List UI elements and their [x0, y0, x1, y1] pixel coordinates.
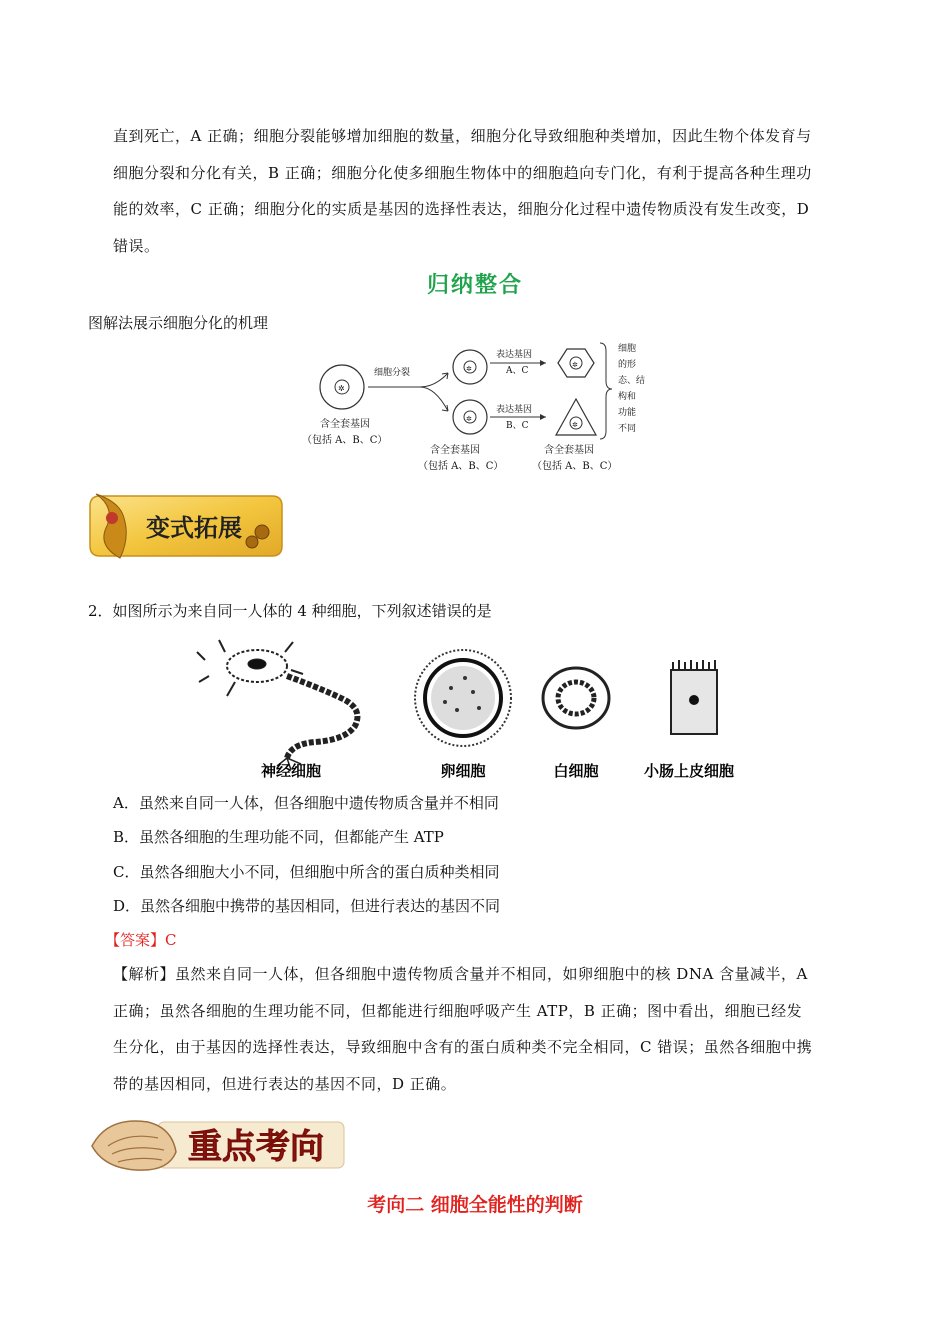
svg-text:不同: 不同 — [618, 424, 637, 434]
epithelial-cell-image — [671, 660, 717, 734]
cell-label-epithelial: 小肠上皮细胞 — [643, 762, 735, 780]
option-d: D．虽然各细胞中携带的基因相同，但进行表达的基因不同 — [113, 897, 501, 915]
division-label: 细胞分裂 — [374, 368, 411, 378]
cell-label-neuron: 神经细胞 — [260, 762, 322, 780]
variant-banner — [86, 488, 286, 564]
analysis-paragraph — [113, 956, 873, 1102]
intro-paragraph — [113, 118, 873, 264]
egg-cell-image — [415, 650, 511, 746]
svg-text:态、结: 态、结 — [618, 376, 646, 386]
cell-label-egg: 卵细胞 — [440, 762, 486, 780]
analysis-line: 正确；虽然各细胞的生理功能不同，但都能进行细胞呼吸产生 ATP，B 正确；图中看出，细胞已经发 — [113, 1001, 803, 1020]
differentiation-diagram — [300, 335, 660, 480]
full-gene-sub: （包括 A、B、C） — [418, 461, 504, 472]
answer-value: C — [165, 931, 177, 949]
analysis-line: 生分化，由于基因的选择性表达，导致细胞中含有的蛋白质种类不完全相同，C 错误；虽然各细胞中携 — [113, 1038, 813, 1056]
svg-text:的形: 的形 — [618, 360, 637, 370]
white-blood-cell-image — [543, 668, 609, 728]
intro-line: 错误。 — [113, 236, 160, 255]
full-gene-label: 含全套基因 — [320, 419, 370, 430]
analysis-line: 带的基因相同，但进行表达的基因不同，D 正确。 — [113, 1074, 457, 1093]
expr-bottom-label: 表达基因 — [496, 405, 533, 415]
answer-line — [105, 929, 177, 950]
cell-label-wbc: 白细胞 — [553, 762, 599, 780]
svg-text:构和: 构和 — [618, 392, 637, 402]
option-c: C．虽然各细胞大小不同，但细胞中所含的蛋白质种类相同 — [113, 863, 500, 881]
analysis-line: 虽然来自同一人体，但各细胞中遗传物质含量并不相同，如卵细胞中的核 DNA 含量减半，A — [175, 965, 808, 983]
diagram-caption: 图解法展示细胞分化的机理 — [88, 314, 269, 332]
section-heading: 考向二 细胞全能性的判断 — [367, 1194, 583, 1216]
intro-line: 直到死亡，A 正确；细胞分裂能够增加细胞的数量，细胞分化导致细胞种类增加，因此生物个体发育与 — [113, 127, 812, 145]
result-text: 细胞 — [618, 344, 637, 354]
svg-text:功能: 功能 — [618, 408, 637, 418]
conch-shell-icon — [92, 1121, 176, 1170]
decor-coin-icon — [255, 525, 269, 539]
question-stem: 2．如图所示为来自同一人体的 4 种细胞，下列叙述错误的是 — [88, 602, 492, 620]
svg-text:✲: ✲ — [572, 421, 578, 429]
neuron-image — [197, 640, 357, 770]
expr-bottom-genes: B、C — [506, 421, 529, 431]
full-gene-sub: （包括 A、B、C） — [532, 461, 618, 472]
expr-top-genes: A、C — [506, 366, 529, 376]
intro-line: 能的效率，C 正确；细胞分化的实质是基因的选择性表达，细胞分化过程中遗传物质没有发生改变，D — [113, 200, 810, 218]
cells-figure — [195, 630, 755, 785]
svg-text:✲: ✲ — [466, 415, 472, 423]
focus-banner — [88, 1112, 348, 1178]
focus-banner-text: 重点考向 — [188, 1127, 324, 1167]
full-gene-label: 含全套基因 — [544, 445, 594, 456]
summary-heading: 归纳整合 — [426, 273, 523, 298]
full-gene-sub: （包括 A、B、C） — [302, 435, 388, 446]
decor-knot-icon — [106, 512, 118, 524]
option-a: A．虽然来自同一人体，但各细胞中遗传物质含量并不相同 — [113, 794, 499, 812]
analysis-tag: 【解析】 — [113, 965, 176, 983]
answer-tag: 【答案】 — [105, 931, 166, 949]
svg-text:✲: ✲ — [572, 361, 578, 369]
svg-text:✲: ✲ — [466, 365, 472, 373]
option-b: B．虽然各细胞的生理功能不同，但都能产生 ATP — [113, 828, 444, 846]
expr-top-label: 表达基因 — [496, 350, 533, 360]
full-gene-label: 含全套基因 — [430, 445, 480, 456]
svg-text:✲: ✲ — [338, 384, 345, 393]
intro-line: 细胞分裂和分化有关，B 正确；细胞分化使多细胞生物体中的细胞趋向专门化，有利于提高各种生理功 — [113, 163, 812, 182]
variant-banner-text: 变式拓展 — [146, 513, 242, 542]
